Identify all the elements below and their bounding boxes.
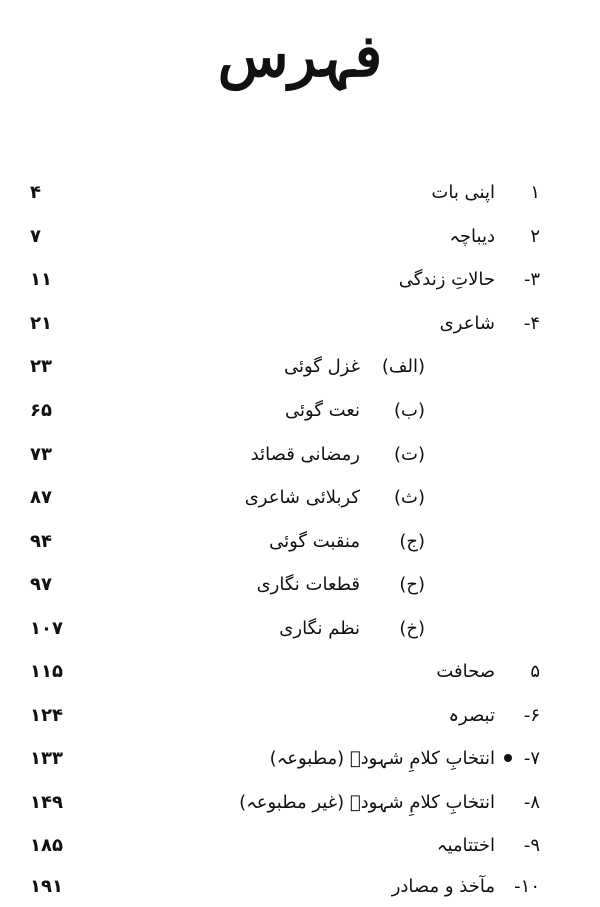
- toc-row-nazm: [0, 614, 600, 644]
- item-label: منقبت گوئی: [269, 531, 360, 552]
- item-page-number: ۱۰۷: [30, 618, 63, 639]
- item-page-number: ۱۸۵: [30, 835, 63, 856]
- item-number: ۳-: [523, 269, 540, 290]
- item-page-number: ۲۱: [30, 313, 52, 334]
- item-number: ۸-: [523, 792, 540, 813]
- item-page-number: ۱۱: [30, 269, 52, 290]
- item-label: غزل گوئی: [283, 356, 360, 377]
- toc-row-review: [0, 701, 600, 731]
- toc-row-selection-unpublished: [0, 788, 600, 818]
- item-label: کربلائی شاعری: [244, 487, 360, 508]
- item-page-number: ۱۳۳: [30, 748, 63, 769]
- toc-row-naat: [0, 396, 600, 426]
- item-page-number: ۶۵: [30, 400, 52, 421]
- item-label: دیباچہ: [449, 226, 495, 247]
- toc-row-selection-published: [0, 744, 600, 774]
- toc-row-poetry: [0, 309, 600, 339]
- item-label: صحافت: [436, 661, 495, 682]
- item-letter: (خ): [399, 618, 425, 639]
- toc-row-biography: [0, 265, 600, 295]
- item-label: نظم نگاری: [279, 618, 360, 639]
- item-page-number: ۱۹۱: [30, 876, 63, 897]
- item-page-number: ۹۷: [30, 574, 52, 595]
- item-label: قطعات نگاری: [256, 574, 360, 595]
- item-letter: (ب): [394, 400, 425, 421]
- item-page-number: ۷۳: [30, 444, 52, 465]
- item-label: حالاتِ زندگی: [398, 269, 495, 290]
- toc-row-ghazal: [0, 352, 600, 382]
- item-number: ۵: [530, 661, 540, 682]
- item-number: ۲: [530, 226, 540, 247]
- item-page-number: ۹۴: [30, 531, 52, 552]
- item-label: اپنی بات: [431, 182, 495, 203]
- bullet-mark: [504, 754, 512, 762]
- item-number: ۱۰-: [514, 876, 540, 897]
- item-letter: (ث): [394, 487, 425, 508]
- item-page-number: ۴: [30, 182, 41, 203]
- item-page-number: ۷: [30, 226, 41, 247]
- toc-row-sources: [0, 872, 600, 902]
- item-label: انتخابِ کلامِ شہودؔ (غیر مطبوعہ): [239, 792, 495, 813]
- item-page-number: ۲۳: [30, 356, 52, 377]
- item-page-number: ۱۱۵: [30, 661, 63, 682]
- item-letter: (الف): [381, 356, 425, 377]
- item-label: نعت گوئی: [285, 400, 360, 421]
- item-page-number: ۱۴۹: [30, 792, 63, 813]
- item-number: ۴-: [523, 313, 540, 334]
- item-label: مآخذ و مصادر: [391, 876, 495, 897]
- item-label: شاعری: [439, 313, 495, 334]
- item-letter: (ت): [394, 444, 425, 465]
- item-number: ۶-: [523, 705, 540, 726]
- item-page-number: ۸۷: [30, 487, 52, 508]
- toc-row-preface: [0, 222, 600, 252]
- item-label: انتخابِ کلامِ شہودؔ (مطبوعہ): [269, 748, 495, 769]
- item-letter: (ج): [399, 531, 425, 552]
- page-title: فہرس: [217, 22, 383, 90]
- toc-row-karbalai-poetry: [0, 483, 600, 513]
- item-number: ۱: [530, 182, 540, 203]
- toc-row-manqabat: [0, 527, 600, 557]
- item-label: تبصرہ: [448, 705, 495, 726]
- toc-row-conclusion: [0, 831, 600, 861]
- toc-row-ramzani-qasaid: [0, 440, 600, 470]
- item-number: ۷-: [523, 748, 540, 769]
- item-label: رمضانی قصائد: [250, 444, 360, 465]
- toc-row-own-words: [0, 178, 600, 208]
- toc-row-journalism: [0, 657, 600, 687]
- item-letter: (ح): [399, 574, 425, 595]
- toc-row-qitaat: [0, 570, 600, 600]
- item-page-number: ۱۲۴: [30, 705, 63, 726]
- item-label: اختتامیہ: [436, 835, 495, 856]
- item-number: ۹-: [523, 835, 540, 856]
